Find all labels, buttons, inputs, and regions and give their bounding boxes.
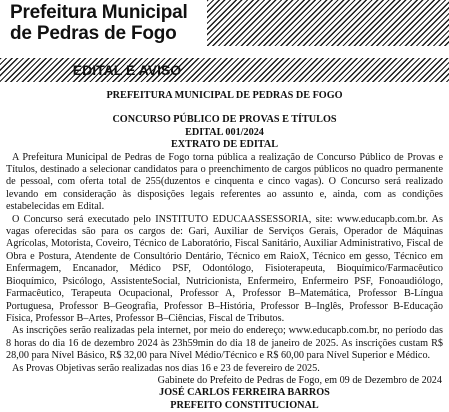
contest-title: CONCURSO PÚBLICO DE PROVAS E TÍTULOS [112, 114, 337, 126]
signoff-line: Gabinete do Prefeito de Pedras de Fogo, em 09 de Dezembro de 2024 [157, 374, 442, 386]
municipality-title-line1: Prefeitura Municipal [10, 2, 188, 23]
section-band [0, 58, 449, 82]
edict-number: EDITAL 001/2024 [185, 126, 264, 138]
extract-title: EXTRATO DE EDITAL [171, 139, 278, 151]
org-heading: PREFEITURA MUNICIPAL DE PEDRAS DE FOGO [106, 90, 343, 101]
page-header [0, 0, 449, 50]
municipality-title-line2: de Pedras de Fogo [10, 23, 177, 44]
paragraph-exam-dates: As Provas Objetivas serão realizadas nos dias 16 e 23 de fevereiro de 2025. [12, 362, 320, 374]
section-label: EDITAL E AVISO [72, 62, 182, 78]
signer-name: JOSÉ CARLOS FERREIRA BARROS [159, 387, 330, 399]
paragraph-intro: A Prefeitura Municipal de Pedras de Fogo torna pública a realização de Concurso Público de Provas e Títulos, destinado a selecionar candidatos para o preenchimento de cargos públicos no quadro permanente de pessoal, com oferta total de 255(duzentos e cinquenta e cinco vagas). O Concurso será realizado levando em consideração às disposições legais referentes ao assunto e, ainda, com as condições estabelecidas em Edital. [6, 151, 443, 213]
paragraph-registration: As inscrições serão realizadas pela internet, por meio do endereço; www.educapb.com.br, no período das 8 horas do dia 16 de dezembro 2024 às 23h59min do dia 18 de janeiro de 2025. As inscrições custam R$ 28,00 para Nível Básico, R$ 32,00 para Nível Médio/Técnico e R$ 60,00 para Nível Superior e Médico. [6, 325, 443, 362]
header-stripe-pattern [207, 0, 449, 46]
edital-document [6, 90, 443, 412]
signer-title: PREFEITO CONSTITUCIONAL [170, 399, 319, 411]
municipality-title [10, 2, 188, 44]
paragraph-positions: O Concurso será executado pelo INSTITUTO EDUCAASSESSORIA, site: www.educapb.com.br. As vagas oferecidas são para os cargos de: Gari, Auxiliar de Serviços Gerais, Operador de Máquinas Agrícolas, Motorista, Coveiro, Técnico de Laboratório, Fiscal Sanitário, Auxiliar Administrativo, Fiscal de Obra e Postura, Atendente de Consultório Dentário, Técnico em RaioX, Técnico em gesso, Técnico em Enfermagem, Encanador, Médico PSF, Odontólogo, Fisioterapeuta, Bioquímico/Farmacêutico Bioquímico, Psicólogo, AssistenteSocial, Nutricionista, Enfermeiro, Enfermeiro PSF, Fonoaudiólogo, Farmacêutico, Terapeuta Ocupacional, Professor A, Professor B–Matemática, Professor B-Língua Portuguesa, Professor B–Geografia, Professor B–História, Professor B–Inglês, Professor B-Educação Física, Professor B–Artes, Professor B–Ciências, Fiscal de Tributos. [6, 213, 443, 324]
